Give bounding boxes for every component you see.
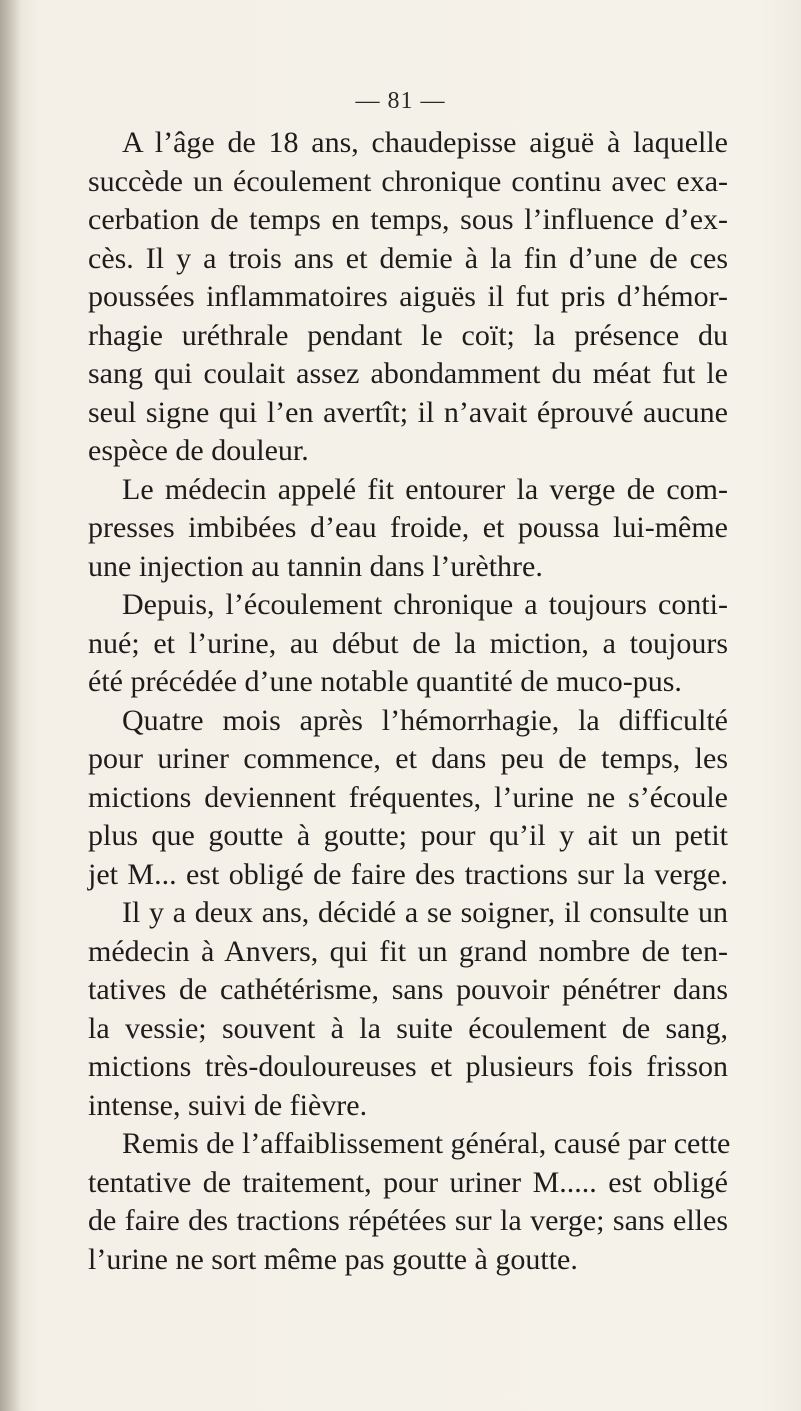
text-line: Quatre mois après l’hémorrhagie, la difficulté <box>122 703 728 737</box>
text-line: pour uriner commence, et dans peu de temps, les <box>88 742 728 775</box>
text-line: A l’âge de 18 ans, chaudepisse aiguë à laquelle <box>122 126 728 159</box>
text-line: poussées inflammatoires aiguës il fut pris d’hémor- <box>88 280 728 313</box>
text-line: tentative de traitement, pour uriner M..... est obligé <box>88 1165 728 1199</box>
text-line: seul signe qui l’en avertît; il n’avait éprouvé aucune <box>88 395 728 429</box>
text-line: plus que goutte à goutte; pour qu’il y ait un petit <box>88 819 728 852</box>
text-line: médecin à Anvers, qui fit un grand nombre de ten- <box>88 934 728 968</box>
text-line: cès. Il y a trois ans et demie à la fin d’une de ces <box>88 241 728 275</box>
text-line: une injection au tannin dans l’urèthre. <box>88 549 543 583</box>
spine-shadow <box>0 0 22 1411</box>
body-text <box>88 124 731 1279</box>
text-line: espèce de douleur. <box>88 434 309 467</box>
text-line: la vessie; souvent à la suite écoulement de sang, <box>88 1011 728 1045</box>
text-line: cerbation de temps en temps, sous l’influence d’ex- <box>88 203 728 236</box>
text-line: sang qui coulait assez abondamment du méat fut le <box>88 357 728 390</box>
text-line: Il y a deux ans, décidé a se soigner, il consulte un <box>122 896 728 929</box>
text-line: succède un écoulement chronique continu avec exa- <box>88 164 728 198</box>
text-line: nué; et l’urine, au début de la miction, a toujours <box>88 626 728 660</box>
text-line: mictions deviennent fréquentes, l’urine ne s’écoule <box>88 780 728 814</box>
text-line: mictions très-douloureuses et plusieurs fois frisson <box>88 1050 728 1083</box>
text-line: Depuis, l’écoulement chronique a toujours conti- <box>122 588 728 621</box>
text-line: intense, suivi de fièvre. <box>88 1088 368 1122</box>
text-line: été précédée d’une notable quantité de muco-pus. <box>88 665 682 698</box>
text-line: tatives de cathétérisme, sans pouvoir pénétrer dans <box>88 973 728 1006</box>
text-line: de faire des tractions répétées sur la verge; sans elles <box>88 1204 728 1237</box>
page-number: — 81 — <box>355 88 446 114</box>
text-line: jet M... est obligé de faire des tractions sur la verge. <box>88 857 728 891</box>
text-line: Remis de l’affaiblissement général, causé par cette <box>122 1127 731 1160</box>
text-line: Le médecin appelé fit entourer la verge de com- <box>122 472 728 506</box>
text-line: presses imbibées d’eau froide, et poussa lui-même <box>88 511 728 544</box>
text-line: rhagie uréthrale pendant le coït; la présence du <box>88 318 728 352</box>
text-line: l’urine ne sort même pas goutte à goutte. <box>88 1242 578 1276</box>
